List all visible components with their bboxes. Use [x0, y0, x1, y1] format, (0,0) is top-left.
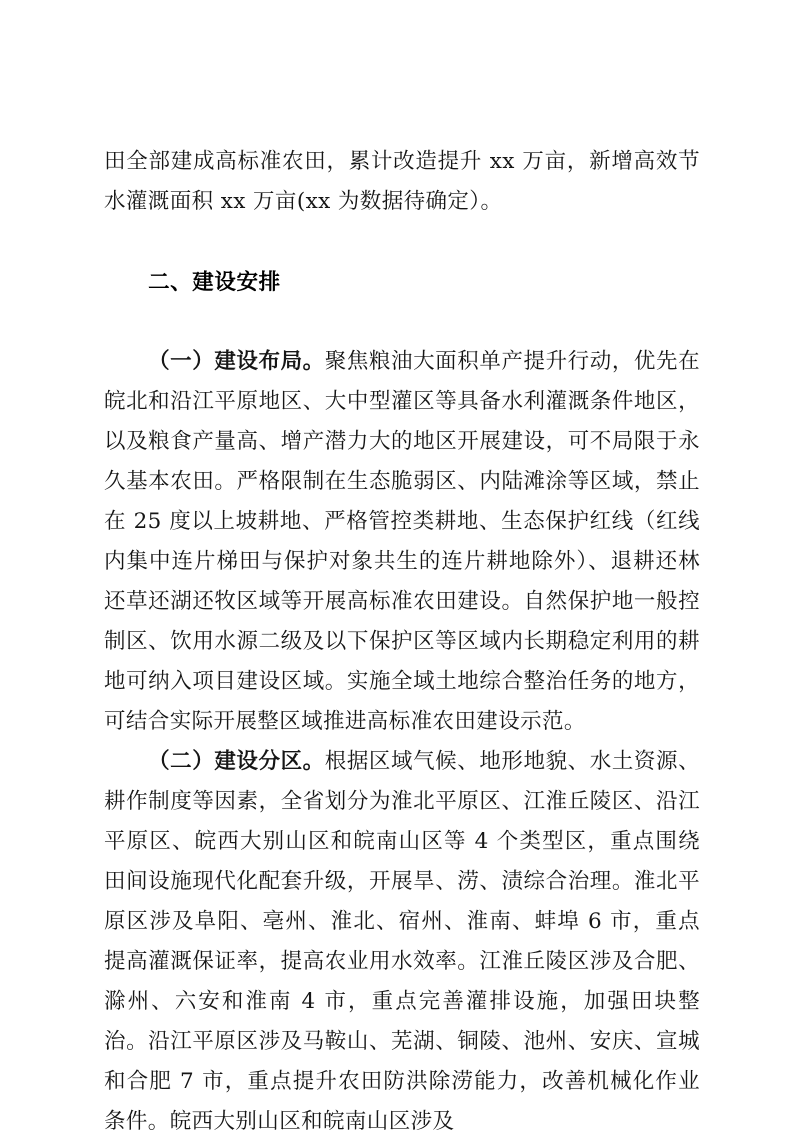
page-content [104, 142, 700, 1142]
subsection-label-two: （二）建设分区。 [148, 749, 325, 774]
subsection-body-one: 聚焦粮油大面积单产提升行动，优先在皖北和沿江平原地区、大中型灌区等具备水利灌溉条件地区，以及粮食产量高、增产潜力大的地区开展建设，可不局限于永久基本农田。严格限制在生态脆弱区、内陆滩涂等区域，禁止在 25 度以上坡耕地、严格管控类耕地、生态保护红线（红线内集中连片梯田与保护对象共生的连片耕地除外）、退耕还林还草还湖还牧区域等开展高标准农田建设。自然保护地一般控制区、饮用水源二级及以下保护区等区域内长期稳定利用的耕地可纳入项目建设区域。实施全域土地综合整治任务的地方，可结合实际开展整区域推进高标准农田建设示范。 [104, 349, 700, 734]
subsection-body-two: 根据区域气候、地形地貌、水土资源、耕作制度等因素，全省划分为淮北平原区、江淮丘陵区、沿江平原区、皖西大别山区和皖南山区等 4 个类型区，重点围绕田间设施现代化配套升级，开展旱、涝、渍综合治理。淮北平原区涉及阜阳、亳州、淮北、宿州、淮南、蚌埠 6 市，重点提高灌溉保证率，提高农业用水效率。江淮丘陵区涉及合肥、滁州、六安和淮南 4 市，重点完善灌排设施，加强田块整治。沿江平原区涉及马鞍山、芜湖、铜陵、池州、安庆、宣城和合肥 7 市，重点提升农田防洪除涝能力，改善机械化作业条件。皖西大别山区和皖南山区涉及 [104, 749, 700, 1134]
paragraph-continued: 田全部建成高标准农田，累计改造提升 xx 万亩，新增高效节水灌溉面积 xx 万亩(xx 为数据待确定）。 [104, 149, 700, 214]
subsection-label-one: （一）建设布局。 [148, 349, 325, 374]
section-heading-construction-arrangement: 二、建设安排 [148, 270, 281, 294]
paragraph-subsection-construction-zoning [104, 742, 700, 1142]
paragraph-subsection-construction-layout [104, 342, 700, 742]
